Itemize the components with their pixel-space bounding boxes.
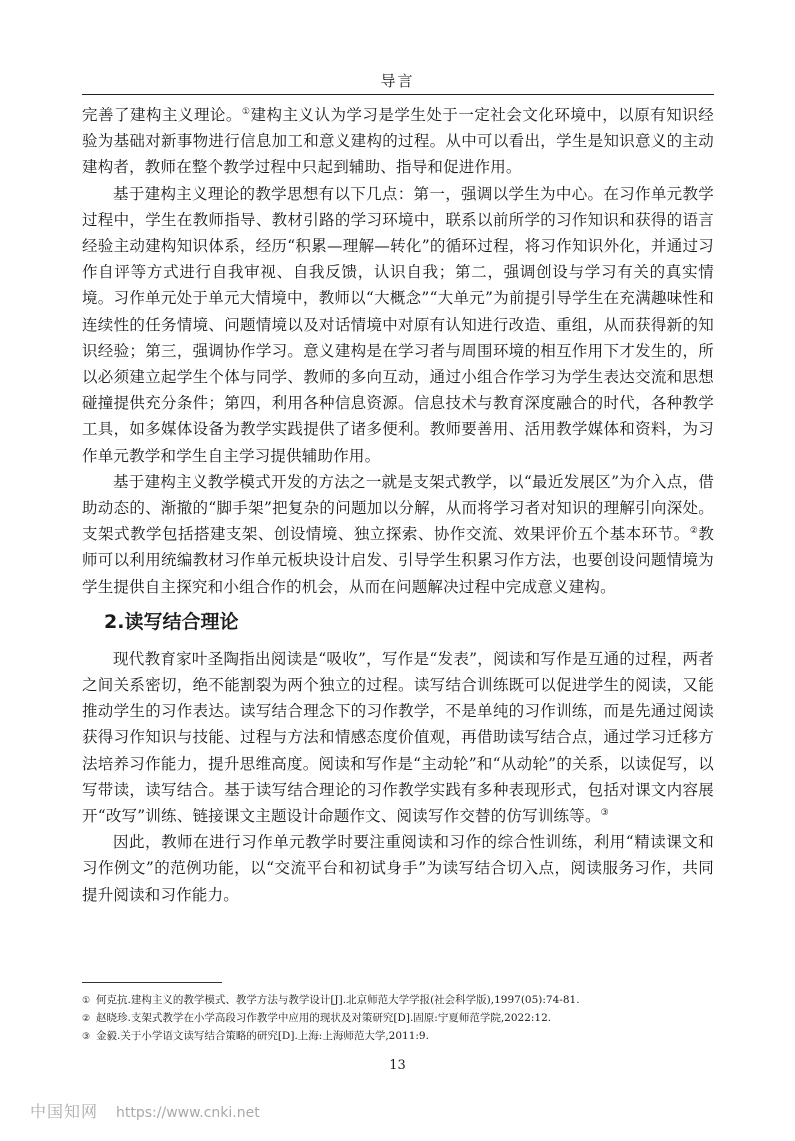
paragraph-2: 基于建构主义理论的教学思想有以下几点：第一，强调以学生为中心。在习作单元教学过程中，学生在教师指导、教材引路的学习环境中，联系以前所学的习作知识和获得的语言经验主动建构知识体系，经历“积累—理解—转化”的循环过程，将习作知识外化，并通过习作自评等方式进行自我审视、自我反馈，认识自我；第二，强调创设与学习有关的真实情境。习作单元处于单元大情境中，教师以“大概念”“大单元”为前提引导学生在充满趣味性和连续性的任务情境、问题情境以及对话情境中对原有认知进行改造、重组，从而获得新的知识经验；第三，强调协作学习。意义建构是在学习者与周围环境的相互作用下才发生的，所以必须建立起学生个体与同学、教师的多向互动，通过小组合作学习为学生表达交流和思想碰撞提供充分条件；第四，利用各种信息资源。信息技术与教育深度融合的时代，各种教学工具，如多媒体设备为教学实践提供了诸多便利。教师要善用、活用教学媒体和资料，为习作单元教学和学生自主学习提供辅助作用。 bbox=[82, 184, 714, 465]
footnotes bbox=[82, 992, 714, 1046]
footnote-3 bbox=[82, 1028, 714, 1046]
footnote-1-text: 何克抗.建构主义的教学模式、教学方法与教学设计[J].北京师范大学学报(社会科学版),1997(05):74-81. bbox=[96, 994, 580, 1006]
footnote-ref-3[interactable]: ③ bbox=[600, 807, 609, 818]
footnote-rule bbox=[82, 982, 222, 983]
paragraph-4-text: 现代教育家叶圣陶指出阅读是“吸收”，写作是“发表”，阅读和写作是互通的过程，两者之间关系密切，绝不能割裂为两个独立的过程。读写结合训练既可以促进学生的阅读，又能推动学生的习作表达。读写结合理念下的习作教学，不是单纯的习作训练，而是先通过阅读获得习作知识与技能、过程与方法和情感态度价值观，再借助读写结合点，通过学习迁移方法培养习作能力，提升思维高度。阅读和写作是“主动轮”和“从动轮”的关系，以读促写，以写带读，读写结合。基于读写结合理论的习作教学实践有多种表现形式，包括对课文内容展开“改写”训练、链接课文主题设计命题作文、阅读写作交替的仿写训练等。 bbox=[82, 649, 714, 826]
footnote-1-number: ① bbox=[82, 996, 91, 1006]
paragraph-5: 因此，教师在进行习作单元教学时要注重阅读和习作的综合性训练，利用“精读课文和习作例文”的范例功能，以“交流平台和初试身手”为读写结合切入点，阅读服务习作，共同提升阅读和习作能力。 bbox=[82, 833, 714, 904]
paragraph-3-text-b: 教师可以利用统编教材习作单元板块设计启发、引导学生积累习作方法，也要创设问题情境为学生提供自主探究和小组合作的机会，从而在问题解决过程中完成意义建构。 bbox=[82, 525, 714, 596]
footnote-ref-2[interactable]: ② bbox=[689, 526, 699, 537]
paragraph-1 bbox=[82, 102, 714, 181]
footnote-ref-1[interactable]: ① bbox=[241, 106, 251, 117]
paragraph-4 bbox=[82, 646, 714, 829]
watermark-brand: 中国知网 bbox=[30, 1102, 99, 1121]
paragraph-3-text-a: 基于建构主义教学模式开发的方法之一就是支架式教学，以“最近发展区”为介入点，借助动态的、渐撤的“脚手架”把复杂的问题加以分解，从而将学习者对知识的理解引向深处。支架式教学包括搭建支架、创设情境、独立探索、协作交流、效果评价五个基本环节。 bbox=[82, 472, 714, 544]
footnote-3-number: ③ bbox=[82, 1032, 91, 1042]
footnote-2 bbox=[82, 1010, 714, 1028]
footnote-1 bbox=[82, 992, 714, 1010]
footnote-3-text: 金毅.关于小学语文读写结合策略的研究[D].上海:上海师范大学,2011:9. bbox=[96, 1030, 429, 1042]
footnote-2-number: ② bbox=[82, 1014, 91, 1024]
watermark-url[interactable]: https://www.cnki.net bbox=[116, 1105, 260, 1121]
body-text bbox=[82, 102, 714, 908]
header-rule bbox=[82, 94, 714, 95]
running-header: 导言 bbox=[380, 72, 415, 90]
paragraph-1-text-b: 建构主义认为学习是学生处于一定社会文化环境中，以原有知识经验为基础对新事物进行信息加工和意义建构的过程。从中可以看出，学生是知识意义的主动建构者，教师在整个教学过程中只起到辅助、指导和促进作用。 bbox=[82, 106, 714, 177]
paragraph-3 bbox=[82, 469, 714, 600]
footnote-2-text: 赵晓珍.支架式教学在小学高段习作教学中应用的现状及对策研究[D].固原:宁夏师范学院,2022:12. bbox=[96, 1012, 552, 1024]
section-heading: 2.读写结合理论 bbox=[104, 610, 239, 633]
watermark bbox=[30, 1099, 260, 1122]
paragraph-1-text-a: 完善了建构主义理论。 bbox=[82, 106, 242, 124]
page-number: 13 bbox=[389, 1058, 406, 1073]
